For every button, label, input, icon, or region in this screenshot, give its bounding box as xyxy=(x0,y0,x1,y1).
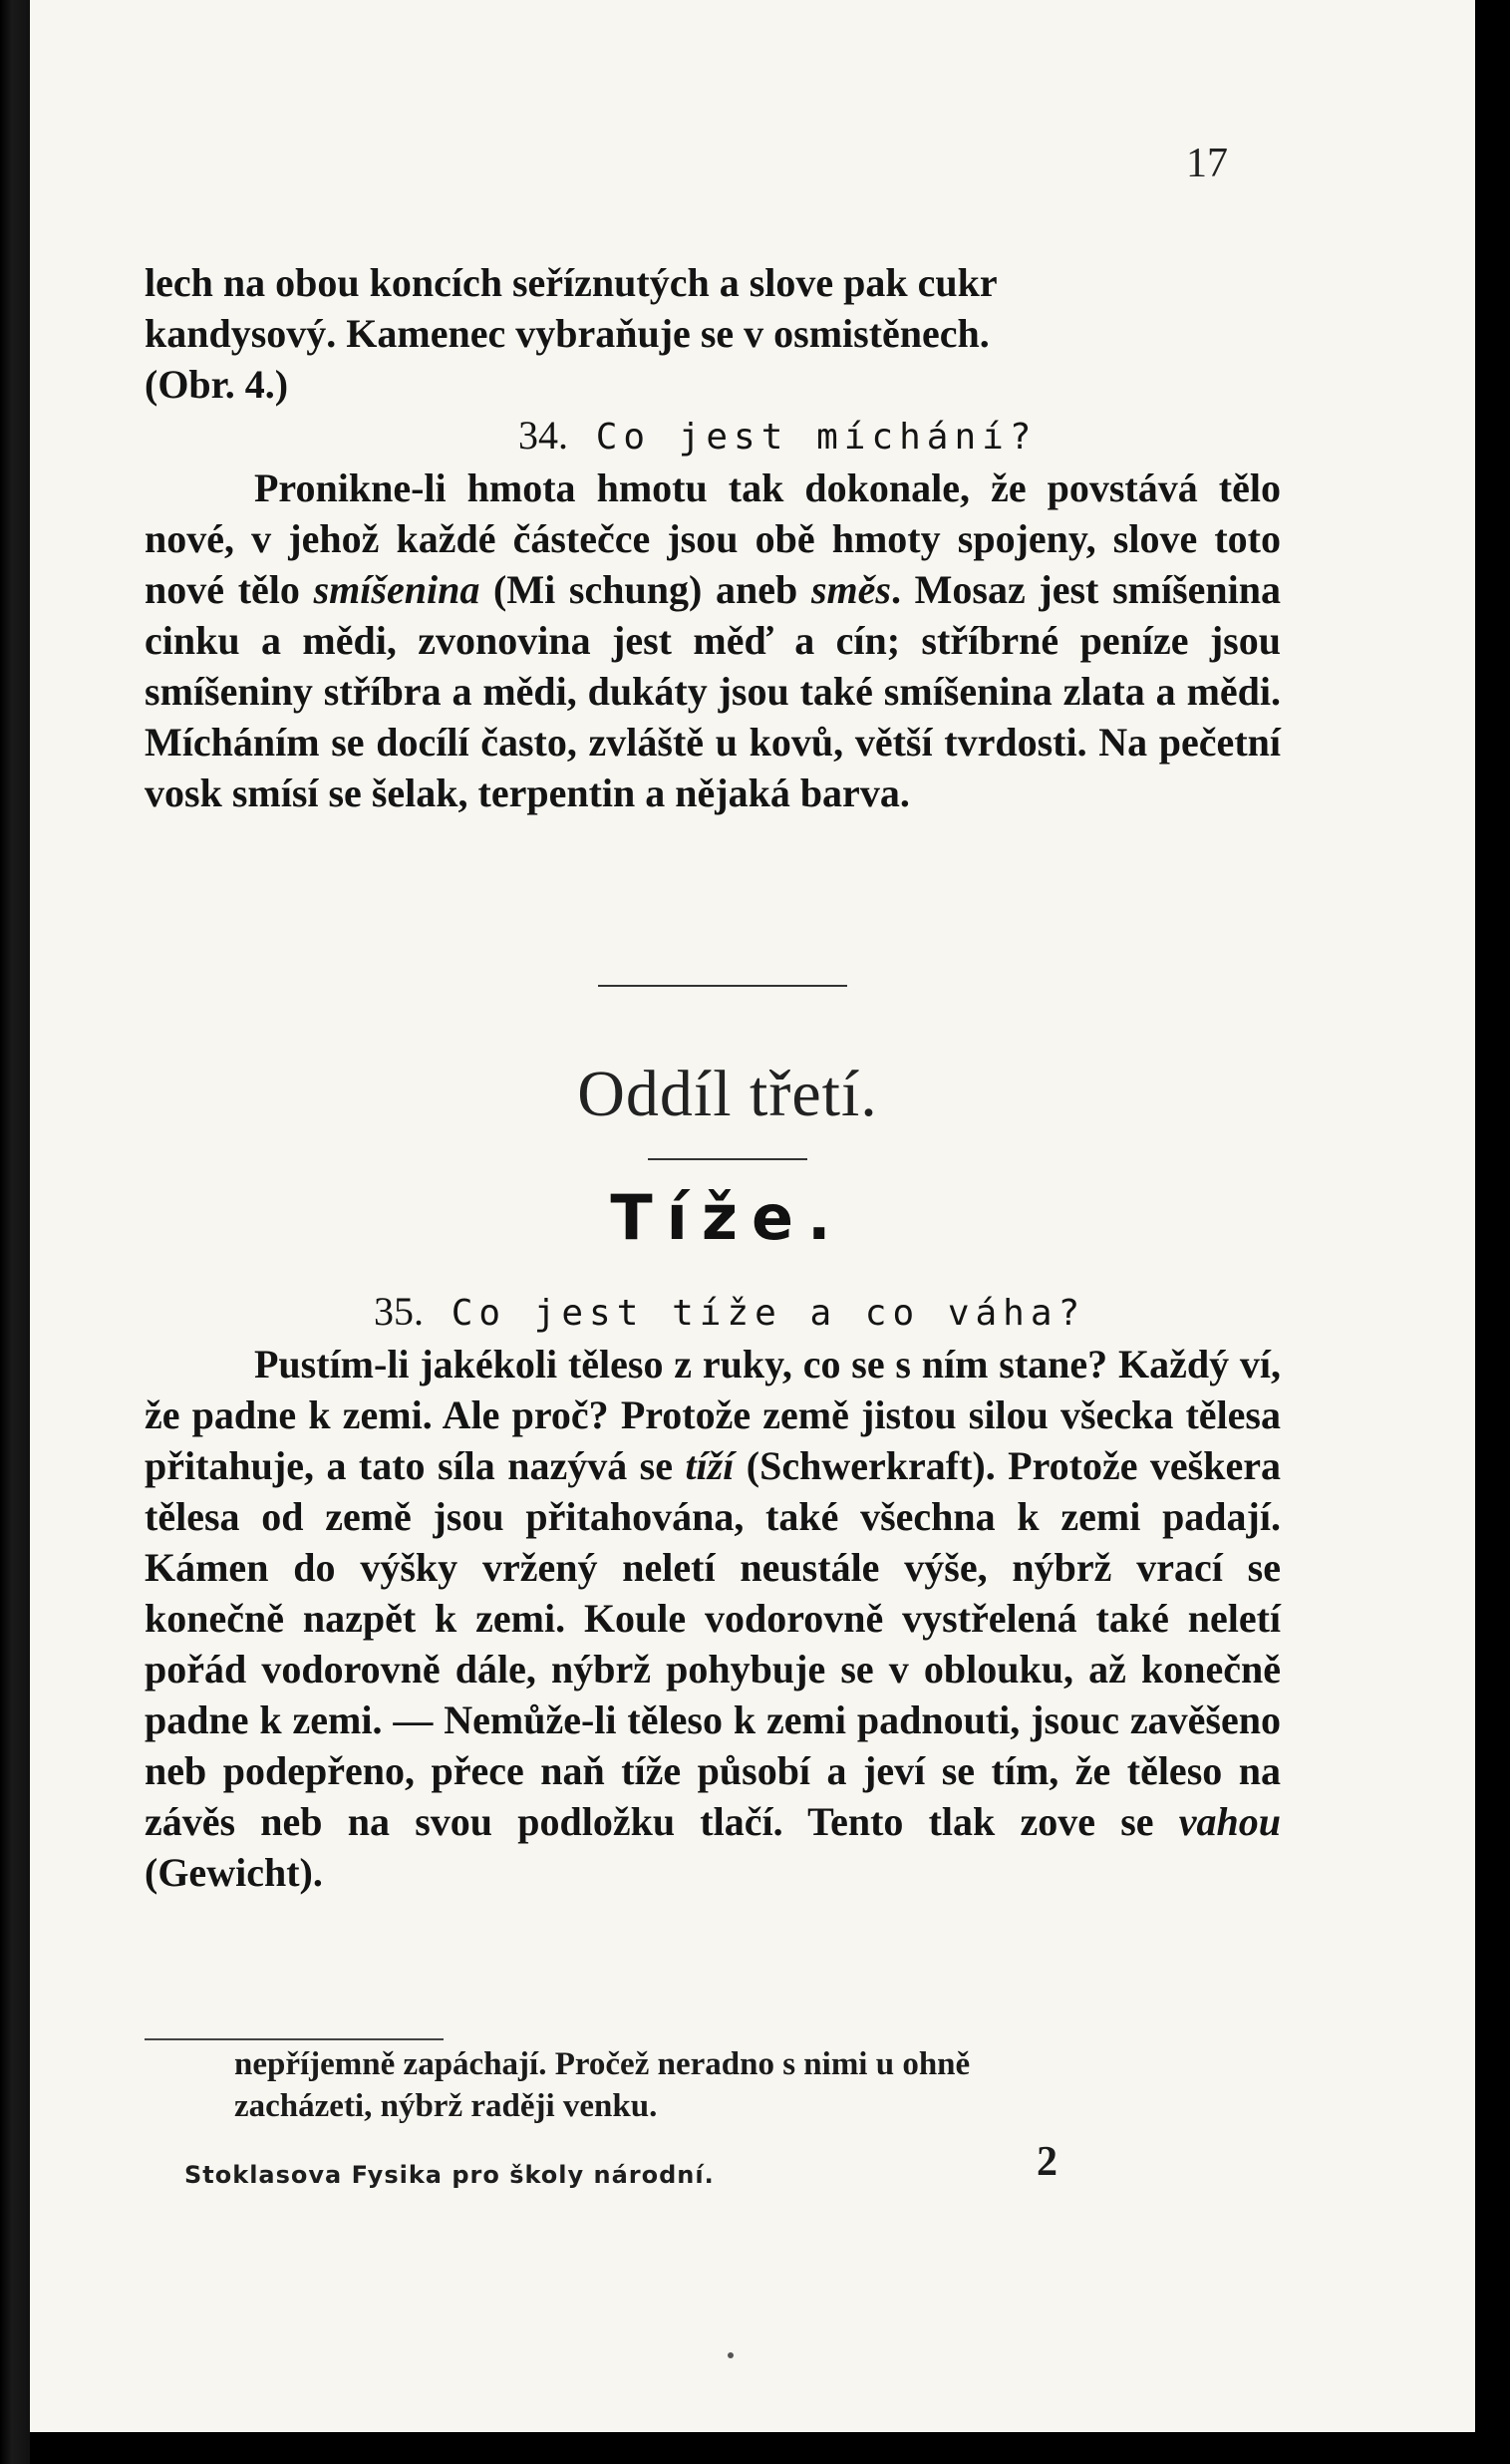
question-heading-34 xyxy=(145,410,1281,462)
question-number: 35. xyxy=(374,1289,424,1334)
question-text: Co jest míchání? xyxy=(595,417,1038,458)
paragraph-text: Pustím-li jakékoli těleso z ruky, co se s ním stane? Každý ví, že padne k zemi. Ale proč? Protože země jistou silou všecka tělesa přitahuje, a tato síla nazývá se xyxy=(145,1342,1281,1488)
term-tize: tíží xyxy=(685,1443,735,1488)
paragraph-text: (Mi schung) aneb xyxy=(479,567,811,612)
title-underline xyxy=(648,1158,807,1160)
footnote xyxy=(234,2043,1281,2127)
footer-book-title: Stoklasova Fysika pro školy národní. xyxy=(184,2161,715,2189)
book-binding-edge xyxy=(0,0,30,2464)
question-number: 34. xyxy=(518,413,568,458)
paragraph-text: Pronikne-li hmota hmotu tak dokonale, že povstává tělo nové, v jehož každé částečce jsou obě hmoty spojeny, slove toto nové tělo xyxy=(145,465,1281,612)
paragraph-35 xyxy=(145,1339,1281,1898)
page-number: 17 xyxy=(1186,141,1228,186)
book-page xyxy=(30,0,1475,2432)
footnote-rule xyxy=(145,2038,444,2040)
text-line: (Obr. 4.) xyxy=(145,362,289,407)
text-line: kandysový. Kamenec vybraňuje se v osmistěnech. xyxy=(145,311,990,356)
paragraph-text: (Gewicht). xyxy=(145,1850,323,1895)
footnote-line: zacházeti, nýbrž raději venku. xyxy=(234,2088,658,2124)
question-text: Co jest tíže a co váha? xyxy=(451,1293,1086,1334)
signature-mark: 2 xyxy=(1037,2139,1057,2185)
paragraph-34 xyxy=(145,462,1281,818)
term-vaha: vahou xyxy=(1178,1799,1281,1844)
term-smisenina: smíšenina xyxy=(313,567,480,612)
top-text-block xyxy=(145,257,1281,818)
question-heading-35 xyxy=(145,1286,1281,1339)
paragraph-text: . Mosaz jest smíšenina cinku a mědi, zvonovina jest měď a cín; stříbrné peníze jsou smíšeniny stříbra a mědi, dukáty jsou také smíšenina zlata a mědi. Mícháním se docílí často, zvláště u kovů, větší tvrdosti. Na pečetní vosk smísí se šelak, terpentin a nějaká barva. xyxy=(145,567,1282,815)
paragraph-text: (Schwerkraft). Protože veškera tělesa od země jsou přitahována, také všechna k zemi padají. Kámen do výšky vržený neletí neustále výše, nýbrž vrací se konečně nazpět k zemi. Koule vodorovně vystřelená také neletí pořád vodorovně dále, nýbrž pohybuje se v oblouku, až konečně padne k zemi. — Nemůže-li těleso k zemi padnouti, jsouc zavěšeno neb podepřeno, přece naň tíže působí a jeví se tím, že těleso na závěs neb na svou podložku tlačí. Tento tlak zove se xyxy=(145,1443,1281,1844)
q35-text-block xyxy=(145,1286,1281,1898)
section-divider xyxy=(598,985,847,987)
text-line: lech na obou koncích seříznutých a slove pak cukr xyxy=(145,260,998,305)
section-title: Oddíl třetí. xyxy=(577,1058,878,1130)
footnote-line: nepříjemně zapáchají. Pročež neradno s nimi u ohně xyxy=(234,2046,971,2082)
paper-speck xyxy=(728,2352,734,2358)
chapter-title: Tíže. xyxy=(610,1181,845,1254)
term-smes: směs xyxy=(810,567,891,612)
